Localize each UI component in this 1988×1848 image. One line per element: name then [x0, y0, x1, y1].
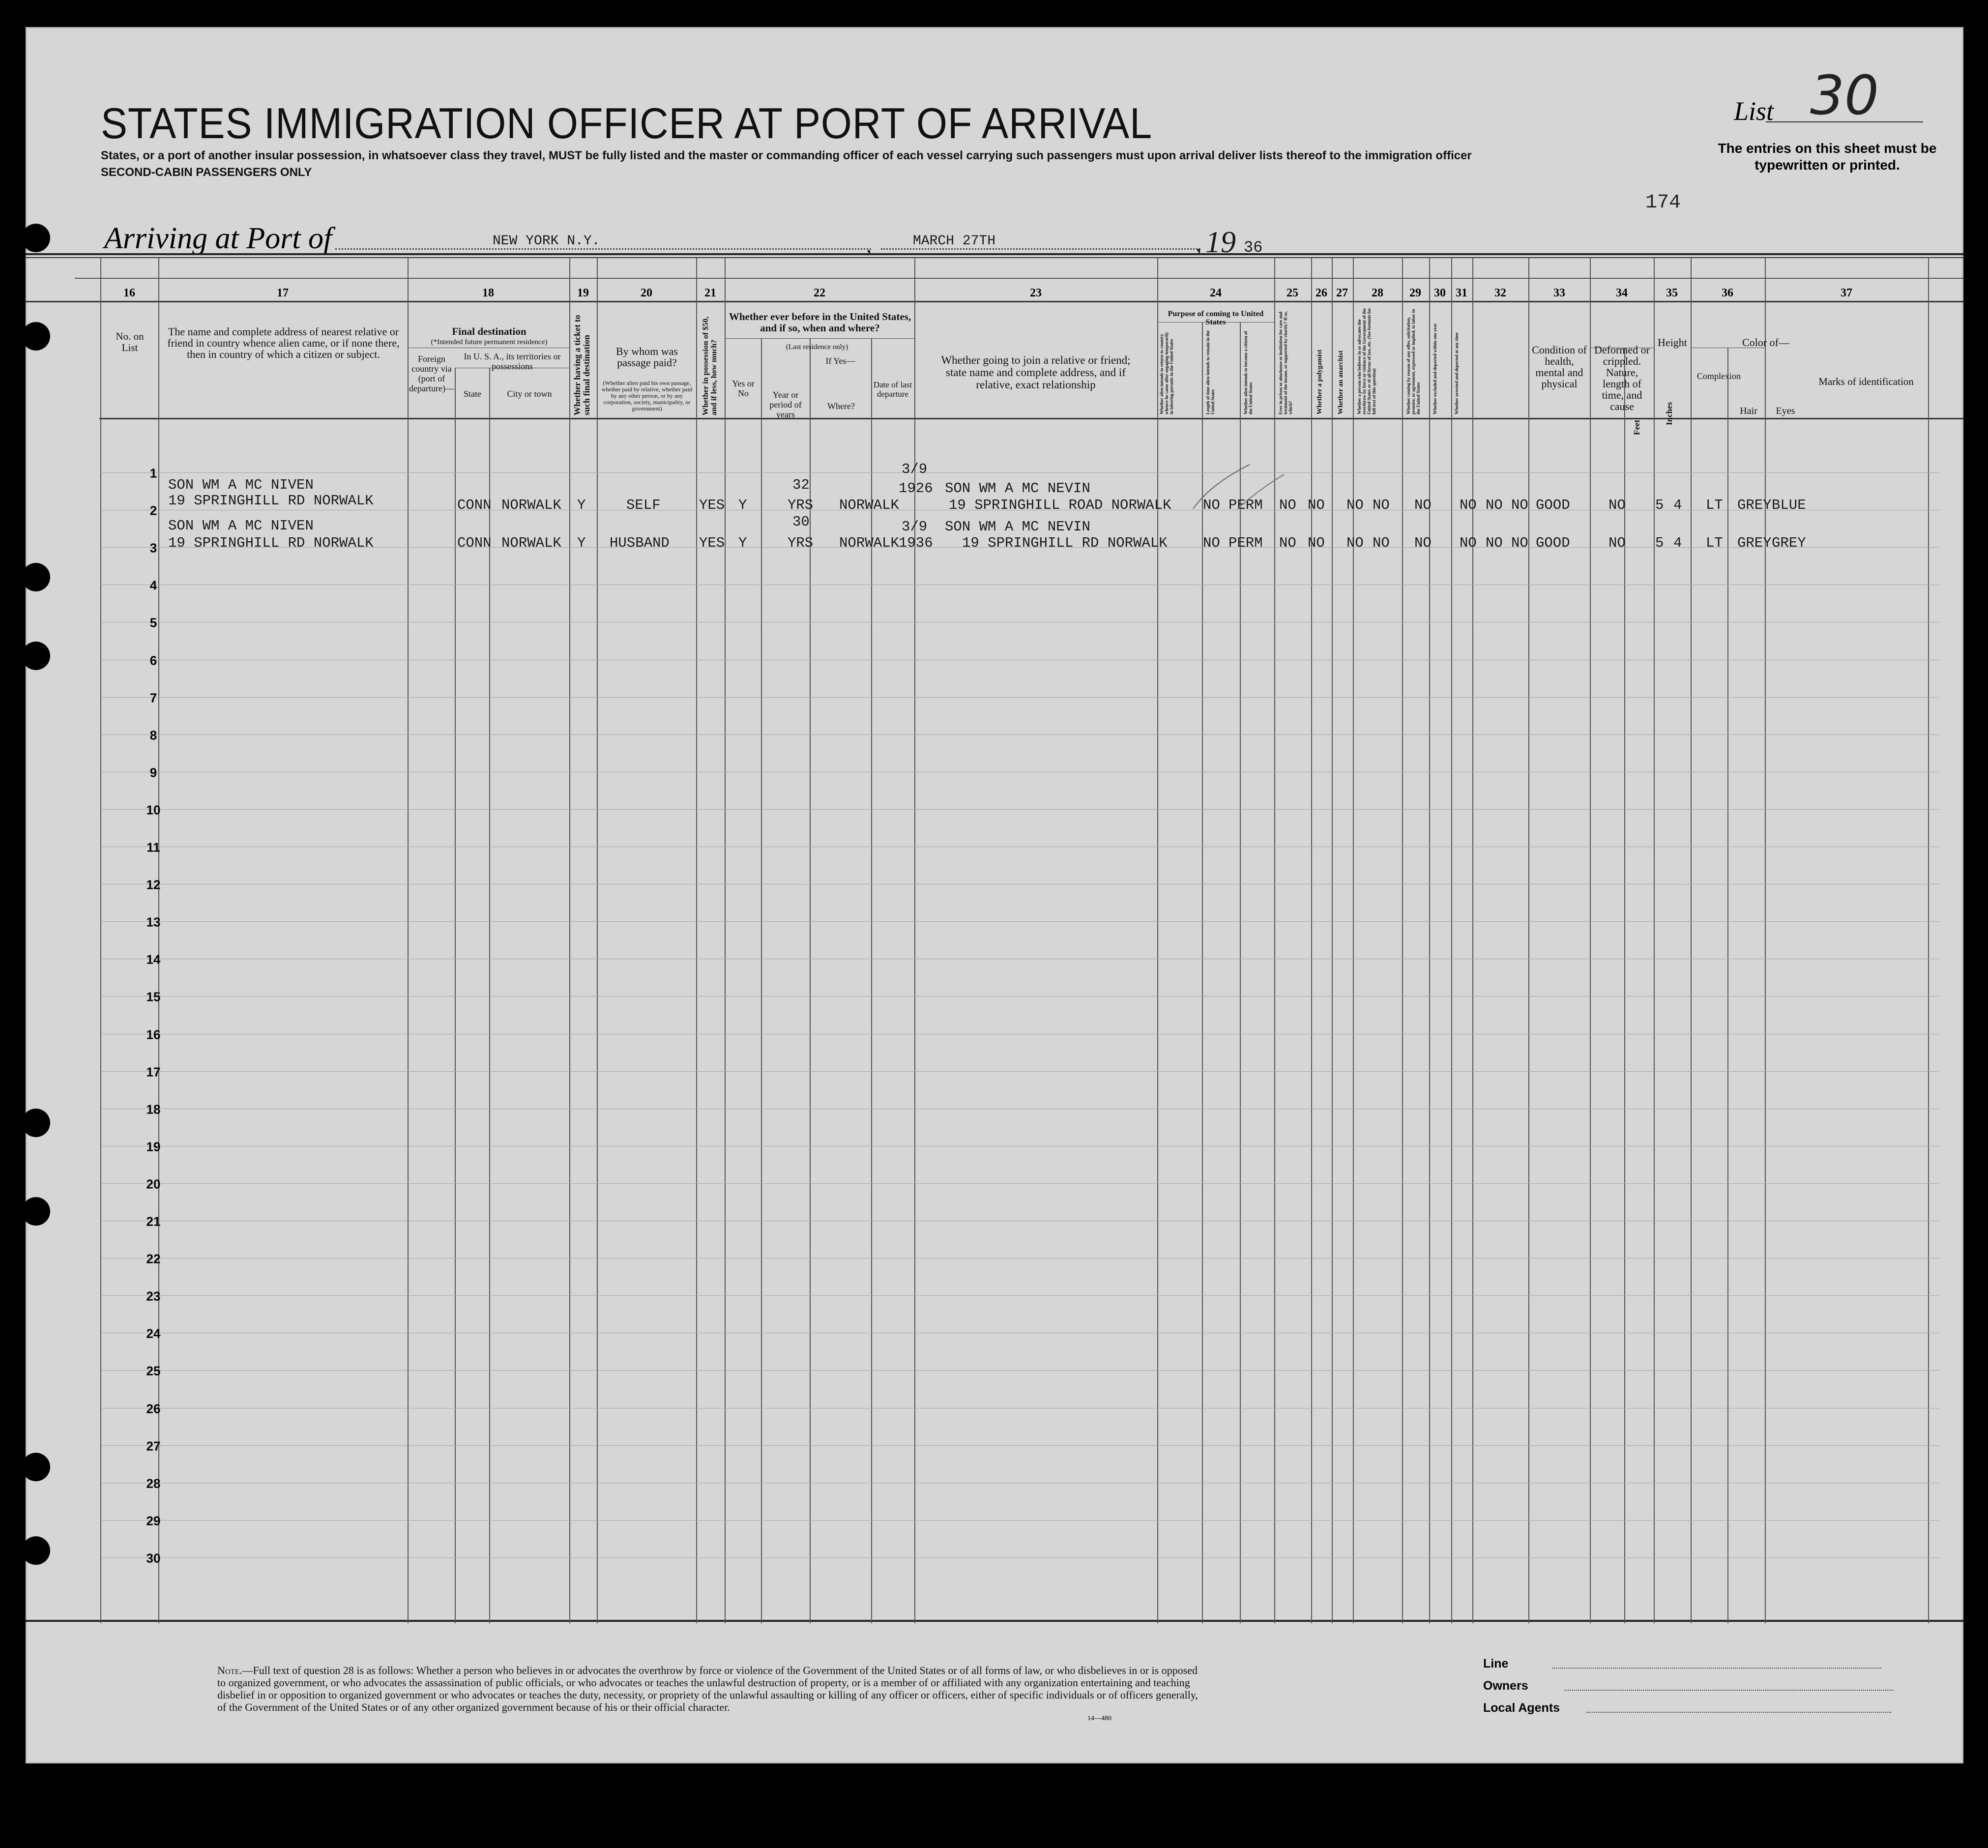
list-label: List [1734, 96, 1774, 126]
health-value: GOOD [1536, 535, 1570, 551]
agents-label: Local Agents [1483, 1701, 1560, 1715]
row-line [101, 921, 1939, 922]
row-line [101, 996, 1939, 997]
column-number: 26 [1316, 287, 1327, 299]
row-number: 27 [146, 1438, 161, 1454]
row-number: 2 [149, 503, 157, 518]
anarchist-value: NO [1373, 497, 1390, 513]
health-value: GOOD [1536, 497, 1570, 513]
row-line [101, 809, 1939, 810]
row-number: 10 [146, 802, 161, 818]
header-purpose-c: Whether alien intends to become a citizen of the United States [1243, 331, 1253, 414]
row-line [101, 1520, 1939, 1521]
row-line [101, 472, 1939, 473]
header-rule [26, 257, 1963, 258]
punch-hole [26, 1453, 50, 1481]
row-line [101, 1370, 1939, 1371]
reference-number: 174 [1645, 192, 1681, 214]
polygamist-value: NO [1346, 497, 1364, 513]
row-number: 16 [146, 1027, 161, 1042]
column-number: 23 [1030, 287, 1042, 299]
column-number: 24 [1210, 287, 1222, 299]
header-state: State [464, 389, 481, 399]
offer-value: NO [1460, 535, 1477, 551]
joining-address: 19 SPRINGHILL RD NORWALK [962, 535, 1168, 551]
row-number: 22 [146, 1251, 161, 1266]
year-suffix: 36 [1244, 238, 1263, 257]
years-value: 30 [792, 514, 810, 530]
header-purpose: Purpose of coming to United States [1168, 310, 1264, 326]
header-fifty-dollars: Whether in possession of $50, and if less, how much? [702, 316, 718, 415]
column-header-rule [26, 301, 1963, 302]
column-number: 17 [277, 287, 289, 299]
height-feet: 5 [1655, 535, 1664, 551]
header-no-on-list: No. on List [116, 330, 144, 353]
form-title: STATES IMMIGRATION OFFICER AT PORT OF ARRIVAL [101, 99, 1153, 147]
column-number-rule [75, 278, 1963, 279]
relative-name: SON WM A MC NIVEN [168, 518, 314, 534]
column-divider [569, 258, 570, 1623]
row-line [101, 1258, 1939, 1259]
header-where: Where? [827, 401, 855, 411]
paid-by-value: HUSBAND [610, 535, 670, 551]
height-inches: 4 [1673, 535, 1682, 551]
form-number: 14—480 [1087, 1715, 1111, 1722]
height-feet: 5 [1655, 497, 1664, 513]
question-28-value: NO [1414, 535, 1432, 551]
header-excluded: Whether excluded and deported within one year [1433, 323, 1437, 414]
port-value: NEW YORK N.Y. [493, 234, 600, 249]
row-number: 19 [146, 1139, 161, 1154]
column-divider [1727, 348, 1728, 1623]
column-number: 25 [1286, 287, 1298, 299]
column-divider [725, 258, 726, 1623]
joining-name: SON WM A MC NEVIN [945, 519, 1090, 535]
punch-hole [26, 642, 50, 670]
joining-address: 19 SPRINGHILL ROAD NORWALK [949, 497, 1171, 513]
header-if-yes: If Yes— [825, 356, 855, 366]
destination-city: NORWALK [501, 497, 561, 513]
purpose-c: NO [1279, 535, 1296, 551]
row-number: 3 [149, 540, 157, 556]
column-divider [455, 368, 456, 1623]
header-final-destination: Final destination [452, 325, 526, 337]
offer-value: NO [1460, 497, 1477, 513]
destination-city: NORWALK [501, 535, 561, 551]
column-number: 37 [1841, 287, 1852, 299]
row-number: 26 [146, 1401, 161, 1416]
header-city: City or town [507, 389, 552, 399]
row-line [101, 1183, 1939, 1184]
deported-value: NO [1511, 497, 1528, 513]
column-divider [1311, 258, 1312, 1623]
column-number: 29 [1409, 287, 1421, 299]
row-number: 12 [146, 877, 161, 892]
paid-by-value: SELF [626, 497, 661, 513]
list-underline [1766, 121, 1923, 122]
column-number: 20 [641, 287, 652, 299]
header-deported: Whether arrested and deported at any time [1454, 332, 1459, 414]
list-number: 30 [1810, 64, 1879, 127]
header-purpose-b: Length of time alien intends to remain in the United States [1205, 330, 1215, 414]
header-rule [26, 253, 1963, 255]
header-eyes: Eyes [1776, 406, 1795, 416]
column-divider [100, 258, 101, 1623]
header-joining: Whether going to join a relative or friend; state name and complete address, and if relative, exact relationship [941, 354, 1131, 391]
data-top-rule [99, 418, 1963, 419]
punch-hole [26, 1197, 50, 1226]
port-field-line [335, 248, 871, 250]
row-line [101, 1295, 1939, 1296]
header-departure-date: Date of last departure [873, 380, 912, 399]
column-divider [1402, 258, 1403, 1623]
pencil-check-marks [1191, 460, 1289, 514]
header-color: Color of— [1742, 336, 1789, 349]
column-divider [1240, 322, 1241, 1623]
departure-date: 3/9 [902, 461, 928, 477]
header-yes-no: Yes or No [732, 379, 755, 398]
row-number: 7 [149, 690, 157, 705]
row-number: 15 [146, 989, 161, 1004]
row-number: 11 [146, 840, 160, 855]
row-number: 25 [146, 1363, 161, 1379]
column-divider [489, 368, 490, 1623]
hair-color: GREY [1737, 535, 1772, 551]
departure-year: 1926 [899, 480, 933, 497]
form-instructions: States, or a port of another insular possession, in whatsoever class they travel, MUST be fully listed and the master or commanding officer of each vessel carrying such passengers must upon arrival deliver lists thereof to the immigration officer [101, 149, 1472, 162]
row-number: 28 [146, 1476, 161, 1491]
header-foreign-country: Foreign country via (port of departure)— [409, 354, 454, 393]
row-number: 18 [146, 1102, 161, 1117]
purpose-b: PERM [1228, 497, 1263, 513]
purpose-a: NO [1203, 535, 1220, 551]
owners-field [1564, 1690, 1894, 1691]
prison-value: NO [1308, 535, 1325, 551]
header-complexion: Complexion [1697, 371, 1741, 381]
header-offer-to-labor: Whether coming by reason of any offer, solicitation, promise, or agreement, expressed or implied, to labor in the United States [1406, 309, 1421, 414]
row-number: 23 [146, 1289, 161, 1304]
row-number: 8 [149, 728, 157, 743]
header-final-destination-sub: (*Intended future permanent residence) [431, 338, 548, 346]
ticket-value: Y [577, 497, 586, 513]
column-divider [1472, 258, 1473, 1623]
row-number: 24 [146, 1326, 161, 1341]
header-last-residence: (Last residence only) [786, 343, 848, 351]
fifty-value: YES [699, 535, 725, 551]
row-number: 21 [146, 1214, 161, 1229]
column-number: 35 [1666, 287, 1678, 299]
purpose-a: NO [1203, 497, 1220, 513]
row-number: 13 [146, 914, 161, 930]
column-number: 34 [1616, 287, 1628, 299]
column-divider [1528, 258, 1529, 1623]
table-bottom-rule [26, 1620, 1963, 1622]
owners-label: Owners [1483, 1679, 1528, 1693]
column-number: 22 [814, 287, 825, 299]
column-divider [761, 338, 762, 1623]
footnote-label: Note. [217, 1664, 242, 1676]
joining-name: SON WM A MC NEVIN [945, 480, 1090, 497]
header-before-in-us: Whether ever before in the United States, and if so, when and where? [729, 311, 911, 334]
column-divider [1691, 258, 1692, 1623]
header-in-usa: In U. S. A., its territories or possessions [464, 352, 561, 371]
column-divider [1429, 258, 1430, 1623]
row-number: 1 [149, 466, 157, 481]
column-divider [1353, 258, 1354, 1623]
row-number: 14 [146, 952, 161, 967]
row-line [101, 1071, 1939, 1072]
punch-hole [26, 224, 50, 252]
column-number: 21 [704, 287, 716, 299]
deported-value: NO [1511, 535, 1528, 551]
header-health: Condition of health, mental and physical [1532, 344, 1587, 390]
header-feet: Feet [1632, 419, 1641, 435]
column-number: 27 [1336, 287, 1348, 299]
year-prefix: 19 [1205, 226, 1236, 259]
row-number: 5 [149, 615, 157, 630]
line-field [1552, 1668, 1881, 1669]
prison-value: NO [1308, 497, 1325, 513]
footnote [217, 1664, 1200, 1713]
column-number: 31 [1456, 287, 1467, 299]
header-polygamist: Whether a polygamist [1316, 350, 1323, 414]
complexion-value: LT [1706, 497, 1723, 513]
punch-hole [26, 1536, 50, 1565]
complexion-value: LT [1706, 535, 1723, 551]
column-number: 16 [123, 287, 135, 299]
row-number: 6 [149, 653, 157, 668]
header-hair: Hair [1740, 406, 1757, 416]
column-number: 28 [1372, 287, 1383, 299]
relative-address: 19 SPRINGHILL RD NORWALK [168, 535, 374, 551]
column-divider [1928, 258, 1929, 1623]
row-number: 9 [149, 765, 157, 780]
row-number: 20 [146, 1176, 161, 1192]
entries-note: The entries on this sheet must be typewritten or printed. [1718, 141, 1937, 173]
polygamist-value: NO [1346, 535, 1364, 551]
agents-field [1586, 1712, 1891, 1713]
departure-year: 1936 [899, 535, 933, 551]
purpose-c: NO [1279, 497, 1296, 513]
header-paid-by-sub: (Whether alien paid his own passage, whether paid by relative, whether paid by any other person, or by any corporation, society, municipality, or government) [601, 380, 693, 412]
header-prison: Ever in prison or almshouse or institution for care and treatment of the insane, or supported by charity? If so, which? [1278, 311, 1293, 414]
departure-date: 3/9 [902, 519, 928, 535]
header-relative-address: The name and complete address of nearest relative or friend in country whence alien came, or if none there, then in country of which a citizen or subject. [167, 325, 400, 360]
column-divider [408, 258, 409, 1623]
row-number: 30 [146, 1551, 161, 1566]
relative-address: 19 SPRINGHILL RD NORWALK [168, 493, 374, 509]
row-number: 4 [149, 578, 157, 593]
column-divider [1765, 258, 1766, 1623]
passenger-class: SECOND-CABIN PASSENGERS ONLY [101, 166, 312, 179]
excluded-value: NO [1486, 535, 1503, 551]
column-divider [1202, 322, 1203, 1623]
footnote-text: —Full text of question 28 is as follows: Whether a person who believes in or advocates the overthrow by force or violence of the Government of the United States or of all forms of law, or who disbelieves in or is opposed to organized government, or who advocates the assassination of public officials, or who advocates or teaches the unlawful destruction of property, or is a member of or affiliated with any organization entertaining and teaching disbelief in or opposition to organized government or who advocates or teaches the duty, necessity, or propriety of the unlawful assaulting or killing of any officer or officers, either of specific individuals or of officers generally, of the Government of the United States or of any other organized government because of his or their official character. [217, 1664, 1198, 1713]
question-28-value: NO [1414, 497, 1432, 513]
line-label: Line [1483, 1657, 1509, 1671]
punch-hole [26, 1109, 50, 1137]
before-yes-no: Y [738, 535, 747, 551]
eye-color: GREY [1772, 535, 1806, 551]
excluded-value: NO [1486, 497, 1503, 513]
height-inches: 4 [1673, 497, 1682, 513]
header-ticket: Whether having a ticket to such final destination [572, 315, 591, 415]
where-value: NORWALK [839, 535, 899, 551]
row-line [101, 1445, 1939, 1446]
hair-color: GREY [1737, 497, 1772, 513]
years-unit: YRS [788, 535, 814, 551]
column-divider [1590, 258, 1591, 1623]
header-marks: Marks of identification [1818, 376, 1914, 387]
punch-hole [26, 322, 50, 351]
column-number: 30 [1434, 287, 1446, 299]
header-anarchist: Whether an anarchist [1337, 350, 1345, 414]
header-height: Height [1658, 336, 1687, 349]
header-paid-by: By whom was passage paid? [616, 345, 678, 369]
punch-hole [26, 563, 50, 591]
column-divider [696, 258, 697, 1623]
deformed-value: NO [1608, 535, 1626, 551]
header-question-28: Whether a person who believes in or advocates the overthrow by force or violence of the Government of the United States or of all forms of law, etc. (See footnote for full text of this question) [1357, 308, 1376, 414]
fifty-value: YES [699, 497, 725, 513]
column-divider [1451, 258, 1452, 1623]
destination-state: CONN [457, 497, 492, 513]
destination-state: CONN [457, 535, 492, 551]
eye-color: BLUE [1772, 497, 1806, 513]
column-number: 18 [482, 287, 494, 299]
anarchist-value: NO [1373, 535, 1390, 551]
header-deformed: Deformed or crippled. Nature, length of time, and cause [1594, 344, 1650, 412]
ticket-value: Y [577, 535, 586, 551]
years-value: 32 [792, 477, 810, 493]
purpose-b: PERM [1228, 535, 1263, 551]
column-number: 19 [577, 287, 589, 299]
row-line [101, 734, 1939, 735]
where-value: NORWALK [839, 497, 899, 513]
column-divider [1157, 258, 1158, 1623]
deformed-value: NO [1608, 497, 1626, 513]
column-divider [1654, 258, 1655, 1623]
column-divider [871, 338, 872, 1623]
row-number: 29 [146, 1513, 161, 1528]
header-years: Year or period of years [769, 390, 802, 419]
date-value: MARCH 27TH [913, 234, 996, 249]
arriving-label: Arriving at Port of [104, 222, 332, 255]
header-inches: Inches [1665, 402, 1674, 425]
before-yes-no: Y [738, 497, 747, 513]
header-purpose-a: Whether alien intends to return to country whence he came after engaging temporarily in laboring pursuits in the United States [1159, 332, 1174, 414]
column-divider [158, 258, 159, 1623]
column-divider [1332, 258, 1333, 1623]
row-number: 17 [146, 1064, 161, 1080]
column-divider [597, 258, 598, 1623]
row-line [101, 697, 1939, 698]
row-line [101, 1557, 1939, 1558]
column-number: 32 [1494, 287, 1506, 299]
column-number: 33 [1553, 287, 1565, 299]
relative-name: SON WM A MC NIVEN [168, 477, 314, 493]
column-number: 36 [1722, 287, 1733, 299]
years-unit: YRS [788, 497, 814, 513]
column-divider [810, 338, 811, 1623]
manifest-sheet: STATES IMMIGRATION OFFICER AT PORT OF ARRIVAL States, or a port of another insular possession, in whatsoever class they travel, MUST be fully listed and the master or commanding officer of each vessel carrying such passengers must upon arrival deliver lists thereof to the immigration officer SECOND-CABIN PASSENGERS ONLY List 30 The entries on this sheet must be typewritten or printed. 174 Arriving at Port of NEW YORK N.Y. , MARCH 27TH 19 , 36 16 17 18 19 20 21 22 23 24 25 26 27 28 29 30 31 32 33 34 35 36 37 No. on List The name and complete address of nearest relative or friend in country whence alien came, or if none there, then in country of which a citizen or subject. Final destination (*Intended future permanent residence) Foreign country via (port of departure)— In U. S. A., its territories or possessions State City or town Whether having a ticket to such final destination By whom was passage paid? (Whether alien paid his own passage, whether paid by relative, whether paid by any other person, or by any corporation, society, municipality, or government) Whether in possession of $50, and if less, how much? Whether ever before in the United States, and if so, when and where? (Last residence only) Yes or No If Yes— Year or period of years Where? Date of last departure Whether going to join a relative or friend; state name and complete address, and if relative, exact relationship Purpose of coming to United States Whether alien intends to return to country whence he came after engaging temporarily in laboring pursuits in the United States Length of time alien intends to remain in the United States Whether alien intends to become a citizen of the United States Ever in prison or almshouse or institution for care and treatment of the insane, or supported by charity? If so, which? Whether a polygamist Whether an anarchist Whether a person who believes in or advocates the overthrow by force or violence of the Government of the United States or of all forms of law, etc. (See footnote for full text of this question) Whether coming by reason of any offer, solicitation, promise, or agreement, expressed or implied, to labor in the United States Whether excluded and deported within one year Whether arrested and deported at any time Condition of health, mental and physical Deformed or crippled. Nature, length of time, and cause Height Feet Inches Complexion Color of— Hair Eyes Marks of identification 1 2 3 4 5 6 7 8 9 10 11 12 13 14 15 16 17 18 19 20 21 22 23 24 25 26 27 28 29 30 SON WM A MC NIVEN 19 SPRINGHILL RD NORWALK CONN NORWALK Y SELF YES Y 32 YRS NORWALK 3/9 1926 SON WM A MC NEVIN 19 SPRINGHILL ROAD NORWALK NO PERM NO NO NO NO NO NO NO NO GOOD NO 5 4 LT GREY BLUE SON WM A MC NIVEN 19 SPRINGHILL RD NORWALK CONN NORWALK Y HUSBAND YES Y 30 YRS NORWALK 3/9 1936 SON WM A MC NEVIN 19 SPRINGHILL RD NORWALK NO PERM NO NO NO NO NO NO NO NO GOOD NO 5 4 LT GREY GREY Note.—Full text of question 28 is as follows: Whether a person who believes in or advocates the overthrow by force or violence of the Government of the United States or of all forms of law, or who disbelieves in or is opposed to organized government, or who advocates the assassination of public officials, or who advocates or teaches the unlawful destruction of property, or is a member of or affiliated with any organization entertaining and teaching disbelief in or opposition to organized government or who advocates or teaches the duty, necessity, or propriety of the unlawful assaulting or killing of any officer or officers, either of specific individuals or of officers generally, of the Government of the United States or of any other organized government because of his or their official character. 14—480 Line Owners Local Agents [26, 27, 1963, 1763]
